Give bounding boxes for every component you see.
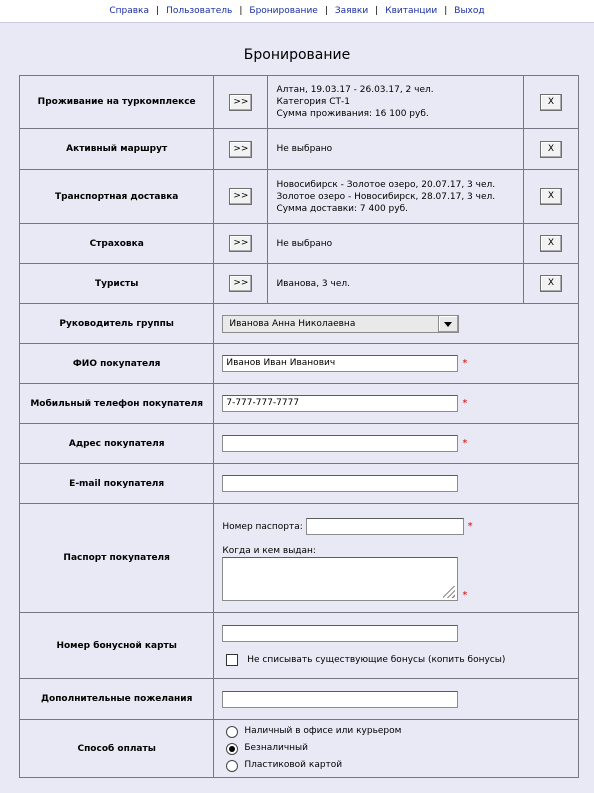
buyer-phone-row [20, 384, 579, 424]
payment-radio-card[interactable] [226, 760, 238, 772]
passport-number-input[interactable] [306, 518, 464, 535]
resize-grip-icon[interactable] [443, 586, 455, 598]
passport-number-label: Номер паспорта: [222, 521, 303, 532]
buyer-address-label: Адрес покупателя [20, 424, 214, 464]
remove-accommodation-button[interactable]: X [540, 94, 562, 111]
keep-bonuses-label: Не списывать существующие бонусы (копить бонусы) [247, 655, 506, 665]
service-info [268, 224, 523, 264]
bonus-card-input[interactable] [222, 625, 458, 642]
info-line: Иванова, 3 чел. [276, 278, 350, 289]
service-row-tourists [20, 264, 579, 304]
buyer-name-row [20, 344, 579, 384]
service-info [268, 264, 523, 304]
required-mark: * [467, 520, 473, 532]
service-info [268, 76, 523, 129]
buyer-email-row [20, 464, 579, 504]
nav-link-logout[interactable]: Выход [454, 6, 485, 16]
group-leader-label: Руководитель группы [20, 304, 214, 344]
booking-form [19, 75, 579, 778]
payment-option-label: Пластиковой картой [244, 760, 343, 770]
passport-issued-label: Когда и кем выдан: [222, 545, 316, 556]
remove-transport-button[interactable]: X [540, 188, 562, 205]
service-row-transport [20, 170, 579, 224]
buyer-email-label: E-mail покупателя [20, 464, 214, 504]
page-title: Бронирование [243, 47, 351, 63]
service-row-insurance [20, 224, 579, 264]
select-accommodation-button[interactable]: >> [229, 94, 252, 111]
buyer-phone-input[interactable]: 7-777-777-7777 [222, 395, 458, 412]
required-mark: * [462, 589, 468, 601]
nav-separator: | [444, 6, 448, 16]
info-line: Категория СТ-1 [276, 97, 350, 107]
buyer-address-input[interactable] [222, 435, 458, 452]
buyer-name-input[interactable]: Иванов Иван Иванович [222, 355, 458, 372]
nav-link-help[interactable]: Справка [109, 6, 150, 16]
buyer-phone-label: Мобильный телефон покупателя [20, 384, 214, 424]
group-leader-select[interactable] [222, 315, 459, 333]
select-transport-button[interactable]: >> [229, 188, 252, 205]
keep-bonuses-checkbox[interactable] [226, 654, 238, 666]
payment-label: Способ оплаты [20, 720, 214, 778]
select-route-button[interactable]: >> [229, 141, 252, 158]
select-insurance-button[interactable]: >> [229, 235, 252, 252]
service-row-accommodation [20, 76, 579, 129]
remove-route-button[interactable]: X [540, 141, 562, 158]
bonus-card-label: Номер бонусной карты [20, 613, 214, 679]
payment-option[interactable] [226, 757, 578, 774]
nav-separator: | [239, 6, 243, 16]
nav-link-receipts[interactable]: Квитанции [385, 6, 438, 16]
buyer-address-row [20, 424, 579, 464]
info-line: Новосибирск - Золотое озеро, 20.07.17, 3 чел. [276, 179, 496, 190]
payment-option[interactable] [226, 740, 578, 757]
chevron-down-icon[interactable] [438, 316, 458, 332]
passport-issued-textarea[interactable] [222, 557, 458, 601]
info-line: Не выбрано [276, 238, 333, 249]
service-label: Проживание на туркомплексе [20, 76, 214, 129]
info-line: Алтан, 19.03.17 - 26.03.17, 2 чел. [276, 85, 434, 95]
info-line: Сумма доставки: 7 400 руб. [276, 203, 408, 214]
passport-label: Паспорт покупателя [20, 504, 214, 613]
payment-option-label: Наличный в офисе или курьером [244, 726, 402, 736]
nav-link-booking[interactable]: Бронирование [249, 6, 318, 16]
payment-option[interactable] [226, 723, 578, 740]
remove-tourists-button[interactable]: X [540, 275, 562, 292]
service-label: Страховка [20, 224, 214, 264]
nav-separator: | [375, 6, 379, 16]
group-leader-value: Иванова Анна Николаевна [229, 318, 356, 329]
buyer-name-label: ФИО покупателя [20, 344, 214, 384]
service-label: Транспортная доставка [20, 170, 214, 224]
select-tourists-button[interactable]: >> [229, 275, 252, 292]
wishes-input[interactable] [222, 691, 458, 708]
nav-link-requests[interactable]: Заявки [334, 6, 369, 16]
service-row-route [20, 129, 579, 170]
nav-link-user[interactable]: Пользователь [166, 6, 233, 16]
wishes-label: Дополнительные пожелания [20, 679, 214, 720]
payment-option-label: Безналичный [244, 743, 308, 753]
remove-insurance-button[interactable]: X [540, 235, 562, 252]
info-line: Золотое озеро - Новосибирск, 28.07.17, 3 чел. [276, 191, 496, 202]
required-mark: * [462, 438, 468, 449]
required-mark: * [462, 358, 468, 369]
info-line: Сумма проживания: 16 100 руб. [276, 109, 429, 119]
group-leader-row [20, 304, 579, 344]
payment-radio-cash[interactable] [226, 726, 238, 738]
service-label: Активный маршрут [20, 129, 214, 170]
required-mark: * [462, 398, 468, 409]
nav-separator: | [324, 6, 328, 16]
nav-separator: | [156, 6, 160, 16]
service-label: Туристы [20, 264, 214, 304]
top-navigation [0, 0, 594, 23]
payment-row [20, 720, 579, 778]
payment-radio-cashless[interactable] [226, 743, 238, 755]
wishes-row [20, 679, 579, 720]
bonus-card-row [20, 613, 579, 679]
service-info [268, 129, 523, 170]
passport-row [20, 504, 579, 613]
buyer-email-input[interactable] [222, 475, 458, 492]
service-info [268, 170, 523, 224]
info-line: Не выбрано [276, 144, 333, 154]
